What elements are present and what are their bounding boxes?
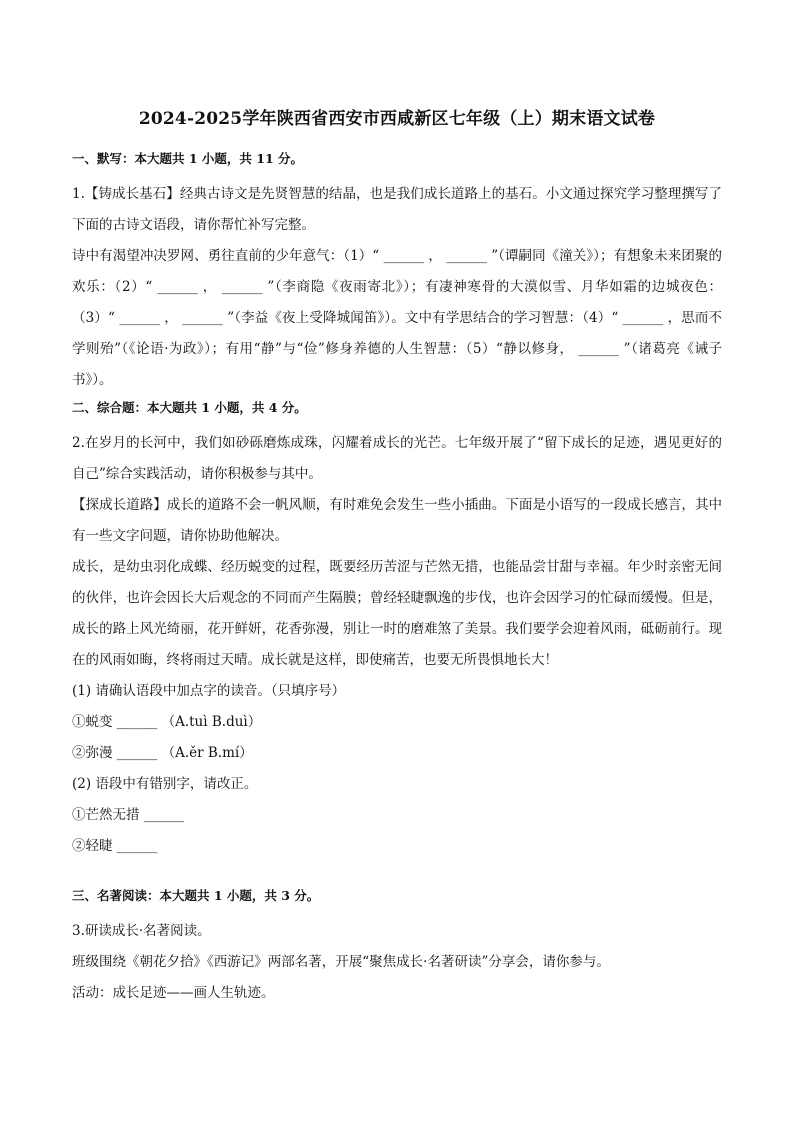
- question-3-activity: 活动：成长足迹——画人生轨迹。: [72, 985, 275, 1001]
- section-heading-1: 一、默写：本大题共 1 小题，共 11 分。: [72, 151, 304, 166]
- question-2-task: 【探成长道路】成长的道路不会一帆风顺，有时难免会发生一些小插曲。下面是小语写的一段成长感言，其中有一些文字问题，请你协助他解决。: [72, 497, 722, 544]
- question-2-sub2: (2) 语段中有错别字，请改正。: [72, 776, 258, 792]
- question-1-body: 诗中有渴望冲决罗网、勇往直前的少年意气：（1）“ ______ ， ______ ”（谭嗣同《潼关》）；有想象未来团聚的欢乐：（2）“ ______ ， ______ ”（李商隐《夜雨寄北》）；有凄神寒骨的大漠似雪、月华如霜的边城夜色：（3）“ ______ ， ______ ”（李益《夜上受降城闻笛》）。文中有学思结合的学习智慧：（4）“ ______ ，思而不学则殆”（《论语·为政》）；有用“静”与“俭”修身养德的人生智慧：（5）“静以修身， ______ ”（诸葛亮《诫子书》）。: [72, 248, 722, 388]
- question-2-sub1: (1) 请确认语段中加点字的读音。（只填序号）: [72, 683, 346, 699]
- question-2-passage: 成长，是幼虫羽化成蝶、经历蜕变的过程，既要经历苦涩与芒然无措，也能品尝甘甜与幸福。年少时亲密无间的伙伴，也许会因长大后观念的不同而产生隔膜；曾经轻睫飘逸的步伐，也许会因学习的忙碌而缓慢。但是，成长的路上风光绮丽，花开鲜妍，花香弥漫，别让一时的磨难煞了美景。我们要学会迎着风雨，砥砺前行。现在的风雨如晦，终将雨过天晴。成长就是这样，即使痛苦，也要无所畏惧地长大！: [72, 559, 722, 668]
- section-heading-3: 三、名著阅读：本大题共 1 小题，共 3 分。: [72, 888, 320, 903]
- question-1-intro: 1.【铸成长基石】经典古诗文是先贤智慧的结晶，也是我们成长道路上的基石。小文通过探究学习整理撰写了下面的古诗文语段，请你帮忙补写完整。: [72, 186, 722, 233]
- section-heading-2: 二、综合题：本大题共 1 小题，共 4 分。: [72, 400, 307, 415]
- page-title: 2024-2025学年陕西省西安市西咸新区七年级（上）期末语文试卷: [138, 109, 656, 129]
- question-2-sub1-b: ②弥漫 ______ （A.ěr B.mí）: [72, 745, 253, 761]
- spacer: [72, 862, 722, 886]
- question-2-sub1-a: ①蜕变 ______ （A.tuì B.duì）: [72, 714, 262, 730]
- question-2-intro: 2.在岁月的长河中，我们如砂砾磨炼成珠，闪耀着成长的光芒。七年级开展了“留下成长的足迹，遇见更好的自己”综合实践活动，请你积极参与其中。: [72, 435, 722, 482]
- question-2-sub2-a: ①芒然无措 ______: [72, 807, 185, 823]
- question-3-title: 3.研读成长·名著阅读。: [72, 923, 211, 939]
- question-3-intro: 班级围绕《朝花夕拾》《西游记》两部名著，开展“聚焦成长·名著研读”分享会，请你参与。: [72, 954, 610, 970]
- question-2-sub2-b: ②轻睫 ______: [72, 838, 158, 854]
